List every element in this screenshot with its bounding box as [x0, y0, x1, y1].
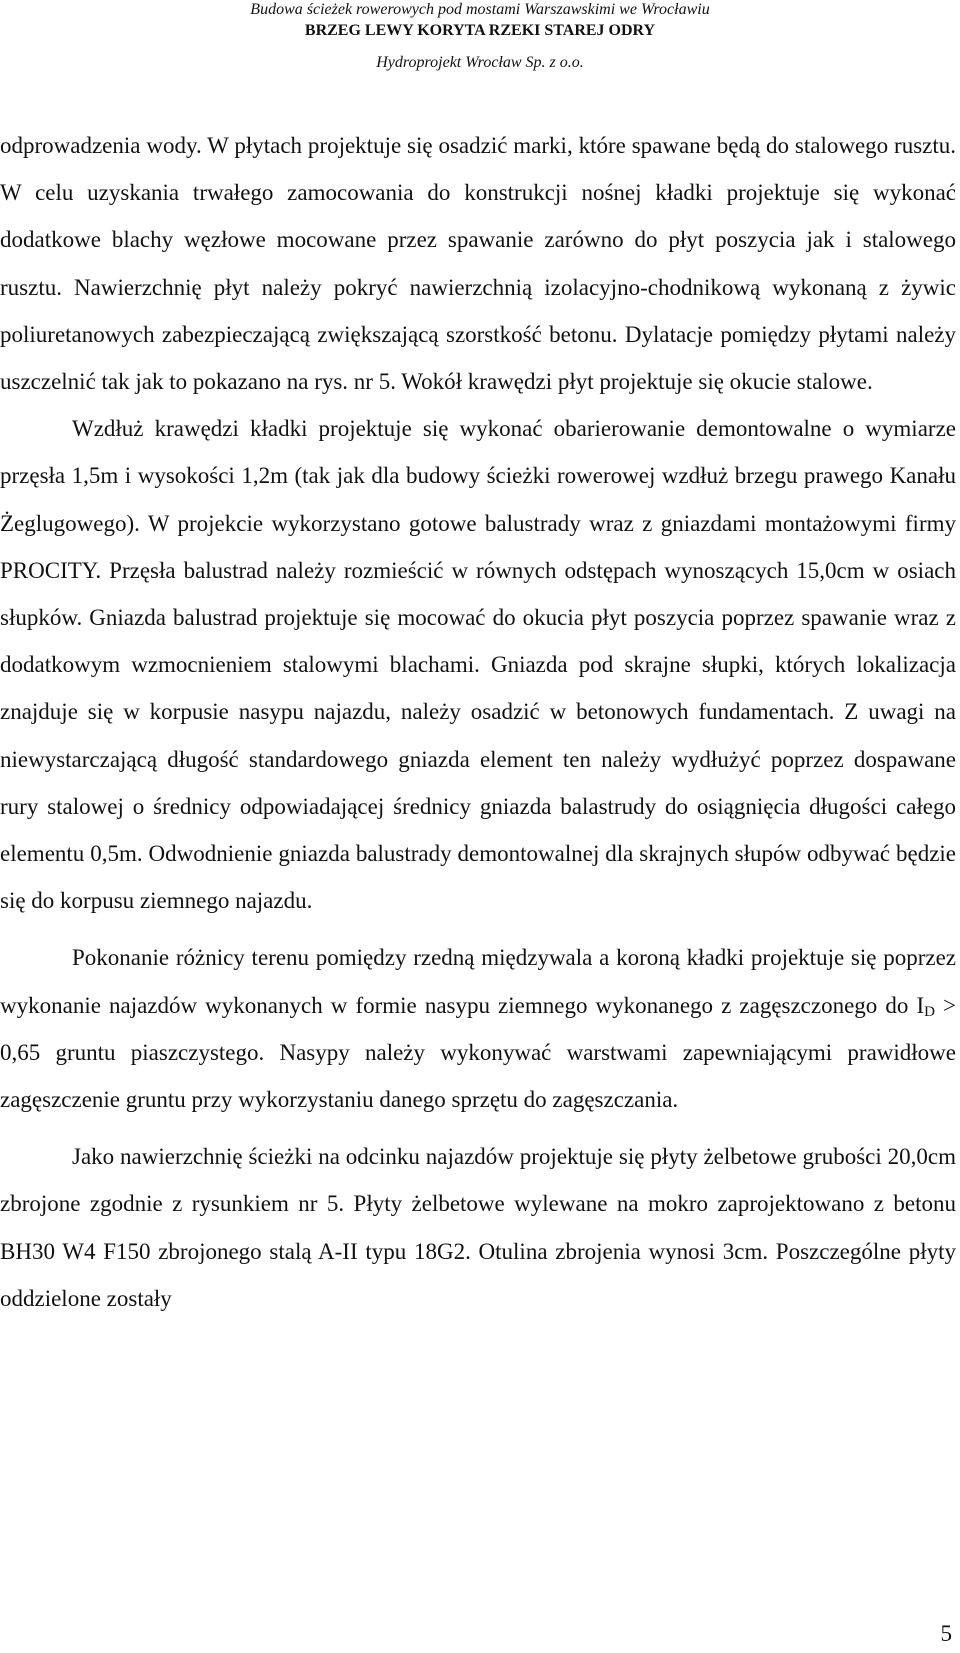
paragraph-balustrade: Wzdłuż krawędzi kładki projektuje się wykonać obarierowanie demontowalne o wymiarze przęsła 1,5m i wysokości 1,2m (tak jak dla budowy ścieżki rowerowej wzdłuż brzegu prawego Kanału Żeglugowego). W projekcie wykorzystano gotowe balustrady wraz z gniazdami montażowymi firmy PROCITY. Przęsła balustrad należy rozmieścić w równych odstępach wynoszących 15,0cm w osiach słupków. Gniazda balustrad projektuje się mocować do okucia płyt poszycia poprzez spawanie wraz z dodatkowym wzmocnieniem stalowymi blachami. Gniazda pod skrajne słupki, których lokalizacja znajduje się w korpusie nasypu najazdu, należy osadzić w betonowych fundamentach. Z uwagi na niewystarczającą długość standardowego gniazda element ten należy wydłużyć poprzez dospawane rury stalowej o średnicy odpowiadającej średnicy gniazda balastrudy do osiągnięcia długości całego elementu 0,5m. Odwodnienie gniazda balustrady demontowalnej dla skrajnych słupów odbywać będzie się do korpusu ziemnego najazdu.: [0, 416, 956, 914]
header-project-title: Budowa ścieżek rowerowych pod mostami Warszawskimi we Wrocławiu: [250, 1, 710, 18]
paragraph-continuation: odprowadzenia wody. W płytach projektuje się osadzić marki, które spawane będą do stalowego rusztu. W celu uzyskania trwałego zamocowania do konstrukcji nośnej kładki projektuje się wykonać dodatkowe blachy węzłowe mocowane przez spawanie zarówno do płyt poszycia jak i stalowego rusztu. Nawierzchnię płyt należy pokryć nawierzchnią izolacyjno-chodnikową wykonaną z żywic poliuretanowych zabezpieczającą zwiększającą szorstkość betonu. Dylatacje pomiędzy płytami należy uszczelnić tak jak to pokazano na rys. nr 5. Wokół krawędzi płyt projektuje się okucie stalowe.: [0, 133, 956, 395]
page-header: [0, 0, 960, 74]
header-company-name: Hydroprojekt Wrocław Sp. z o.o.: [376, 54, 584, 71]
document-body: [0, 122, 956, 1322]
paragraph-embankment-text: Pokonanie różnicy terenu pomiędzy rzedną międzywala a koroną kładki projektuje się poprzez wykonanie najazdów wykonanych w formie nasypu ziemnego wykonanego z zagęszczonego do I: [0, 945, 956, 1018]
paragraph-embankment: [0, 934, 956, 1123]
paragraph-embankment-text-cont: > 0,65 gruntu piaszczystego. Nasypy należy wykonywać warstwami zapewniającymi prawidłowe zagęszczenie gruntu przy wykorzystaniu danego sprzętu do zagęszczania.: [0, 992, 956, 1113]
header-section-title: BRZEG LEWY KORYTA RZEKI STAREJ ODRY: [304, 22, 656, 39]
page-number: 5: [940, 1621, 952, 1646]
subscript-d: D: [924, 1003, 935, 1020]
paragraph-surface-slabs: Jako nawierzchnię ścieżki na odcinku najazdów projektuje się płyty żelbetowe grubości 20,0cm zbrojone zgodnie z rysunkiem nr 5. Płyty żelbetowe wylewane na mokro zaprojektowano z betonu BH30 W4 F150 zbrojonego stalą A-II typu 18G2. Otulina zbrojenia wynosi 3cm. Poszczególne płyty oddzielone zostały: [0, 1144, 956, 1311]
